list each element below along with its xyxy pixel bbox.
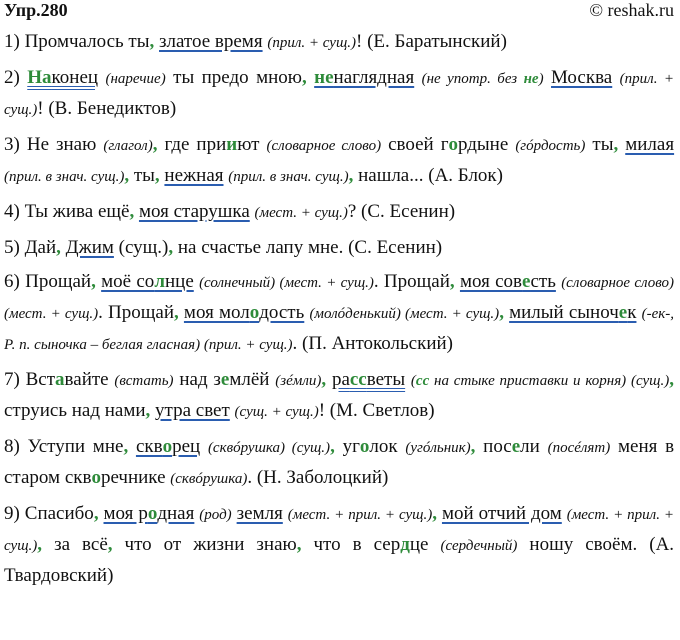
comma-mark: ,: [154, 165, 160, 186]
text: Промчалось ты: [24, 31, 150, 52]
word-underlined: [27, 67, 98, 88]
grammar-note: (мест. + прил. + сущ.): [287, 507, 433, 523]
item-number: 8): [4, 436, 20, 457]
site-credit: © reshak.ru: [589, 0, 674, 20]
comma-mark: ,: [168, 237, 174, 258]
note-part: на стыке приставки и корня) (сущ.): [434, 373, 670, 389]
sentence-9: [4, 499, 674, 590]
sentence-6: [4, 267, 674, 360]
note-part: (: [410, 373, 416, 389]
sentence-3: [4, 130, 674, 192]
grammar-note: (прил. в знач. сущ.): [4, 169, 125, 185]
word-part: милый сыноч: [509, 302, 619, 323]
highlighted-letter: е: [511, 436, 521, 457]
comma-mark: ,: [124, 165, 130, 186]
text: Прощай: [25, 271, 92, 292]
exercise-title: Упр.280: [4, 0, 68, 20]
highlighted-letter: и: [226, 134, 238, 155]
text: речнике: [100, 467, 166, 488]
grammar-note: (прил. + сущ.): [4, 71, 674, 118]
highlighted-letter: а: [55, 369, 65, 390]
grammar-note: (словарное слово): [266, 138, 382, 154]
item-number: 7): [4, 369, 20, 390]
text: . Прощай: [98, 302, 175, 323]
grammar-note: (словарное слово) (мест. + сущ.): [4, 275, 675, 322]
note-highlight: не: [523, 71, 539, 87]
grammar-note: (наречие): [105, 71, 166, 87]
text: (сущ.): [118, 237, 169, 258]
item-number: 3): [4, 134, 20, 155]
text: . (Н. Заболоцкий): [247, 467, 389, 488]
word-part: рец: [172, 436, 201, 457]
highlighted-letter: о: [147, 503, 158, 524]
grammar-note: (мест. + сущ.): [254, 205, 348, 221]
text: нашла... (А. Блок): [358, 165, 503, 186]
word-underlined: [314, 67, 414, 88]
text: Спасибо: [24, 503, 94, 524]
text: Ты жива ещё: [24, 201, 130, 222]
text: меня в старом скв: [4, 436, 675, 488]
text: ! (В. Бенедиктов): [37, 98, 177, 119]
comma-mark: ,: [296, 534, 302, 555]
highlighted-letter: о: [448, 134, 458, 155]
word-part: ра: [331, 369, 350, 390]
text: це: [409, 534, 429, 555]
text: . Прощай: [373, 271, 450, 292]
grammar-note: [411, 373, 669, 389]
text: за всё: [54, 534, 108, 555]
sentence-7: [4, 365, 674, 427]
comma-mark: ,: [56, 237, 61, 258]
highlighted-letter: е: [522, 271, 531, 292]
comma-mark: ,: [470, 436, 476, 457]
comma-mark: ,: [449, 271, 455, 292]
phrase-underlined: златое время: [159, 31, 263, 52]
item-number: 4): [4, 201, 20, 222]
text: ношу своём. (А. Твардовский): [4, 534, 675, 586]
text: ? (С. Есенин): [347, 201, 456, 222]
text: . (П. Антокольский): [292, 333, 453, 354]
phrase-underlined: мой отчий дом: [441, 503, 562, 524]
text: млёй: [229, 369, 270, 390]
word-part: скв: [135, 436, 163, 457]
item-number: 5): [4, 237, 20, 258]
highlighted-letters: На: [27, 67, 52, 88]
word-part: моя р: [103, 503, 148, 524]
text: уг: [342, 436, 360, 457]
highlighted-letters: сс: [349, 369, 367, 390]
text: Не знаю: [26, 134, 97, 155]
grammar-note: (-ек-, Р. п. сыночка – беглая гласная) (прил. + сущ.): [4, 306, 675, 353]
word-part: моя мол: [183, 302, 250, 323]
word-part: дость: [259, 302, 305, 323]
comma-mark: ,: [123, 436, 129, 457]
text: Уступи мне: [27, 436, 124, 457]
phrase-underlined: [184, 302, 304, 323]
comma-mark: ,: [107, 534, 113, 555]
grammar-note: (сердечный): [440, 538, 518, 554]
text: Дай: [24, 237, 57, 258]
text: ты: [592, 134, 614, 155]
comma-mark: ,: [129, 201, 135, 222]
phrase-underlined: утра свет: [155, 400, 230, 421]
comma-mark: ,: [432, 503, 438, 524]
phrase-underlined: [509, 302, 636, 323]
grammar-note: (прил. + сущ.): [267, 35, 357, 51]
text: что в сер: [313, 534, 401, 555]
header: [4, 0, 674, 20]
grammar-note: (мест. + прил. + сущ.): [4, 507, 675, 554]
grammar-note: (угóльник): [405, 440, 471, 456]
word-underlined: милая: [625, 134, 675, 155]
grammar-note: (сущ. + сущ.): [234, 404, 319, 420]
comma-mark: ,: [149, 31, 155, 52]
text: Вст: [25, 369, 56, 390]
phrase-underlined: моя старушка: [138, 201, 250, 222]
text: ют: [237, 134, 260, 155]
sentence-5: [4, 233, 674, 262]
comma-mark: ,: [93, 503, 99, 524]
highlighted-letter: л: [154, 271, 165, 292]
comma-mark: ,: [348, 165, 354, 186]
text: на счастье лапу мне. (С. Есенин): [177, 237, 443, 258]
word-part: веты: [366, 369, 406, 390]
highlighted-letter: д: [400, 534, 410, 555]
grammar-note: (посéлят): [547, 440, 611, 456]
grammar-note: (встать): [114, 373, 174, 389]
note-part: (не употр. без: [421, 71, 518, 87]
comma-mark: ,: [613, 134, 619, 155]
word-underlined: земля: [236, 503, 283, 524]
word-underlined: [332, 369, 405, 390]
word-underlined: Джим: [65, 237, 114, 258]
highlighted-letter: о: [359, 436, 370, 457]
highlighted-letter: о: [91, 467, 101, 488]
comma-mark: ,: [145, 400, 151, 421]
grammar-note: [422, 71, 544, 87]
word-part: к: [627, 302, 637, 323]
item-number: 9): [4, 503, 20, 524]
highlighted-letter: о: [249, 302, 260, 323]
grammar-note: (сквóрушка) (сущ.): [207, 440, 331, 456]
comma-mark: ,: [37, 534, 43, 555]
grammar-note: (зéмли): [275, 373, 322, 389]
phrase-underlined: [104, 503, 195, 524]
word-underlined: Москва: [551, 67, 613, 88]
text: ! (М. Светлов): [318, 400, 435, 421]
word-rest: наглядная: [333, 67, 415, 88]
sentence-8: [4, 432, 674, 494]
word-part: сть: [530, 271, 556, 292]
word-part: дная: [157, 503, 195, 524]
grammar-note: (сквóрушка): [170, 471, 248, 487]
word-underlined: [136, 436, 200, 457]
grammar-note: (гóрдость): [515, 138, 586, 154]
text: пос: [483, 436, 512, 457]
comma-mark: ,: [301, 67, 307, 88]
text: ли: [520, 436, 540, 457]
highlighted-letter: е: [618, 302, 628, 323]
comma-mark: ,: [669, 369, 674, 390]
text: ! (Е. Баратынский): [356, 31, 507, 52]
highlighted-letters: не: [314, 67, 334, 88]
phrase-underlined: [460, 271, 556, 292]
grammar-note: (молóденький) (мест. + сущ.): [309, 306, 500, 322]
text: ты предо мною: [173, 67, 302, 88]
grammar-note: (глагол): [103, 138, 153, 154]
grammar-note: (род): [199, 507, 232, 523]
word-underlined: нежная: [164, 165, 224, 186]
text: вайте: [64, 369, 109, 390]
word-rest: конец: [51, 67, 99, 88]
text: рдыне: [458, 134, 509, 155]
text: где при: [164, 134, 227, 155]
sentence-2: [4, 63, 674, 125]
comma-mark: ,: [321, 369, 327, 390]
grammar-note: (прил. в знач. сущ.): [228, 169, 349, 185]
item-number: 2): [4, 67, 20, 88]
comma-mark: ,: [330, 436, 335, 457]
sentence-1: [4, 27, 674, 58]
item-number: 1): [4, 31, 20, 52]
item-number: 6): [4, 271, 20, 292]
grammar-note: (солнечный) (мест. + сущ.): [199, 275, 374, 291]
word-part: моя сов: [459, 271, 523, 292]
sentence-4: [4, 197, 674, 228]
text: струись над нами: [4, 400, 146, 421]
comma-mark: ,: [499, 302, 504, 323]
word-part: нце: [164, 271, 194, 292]
word-part: моё со: [101, 271, 155, 292]
comma-mark: ,: [174, 302, 179, 323]
text: лок: [369, 436, 398, 457]
text: своей г: [388, 134, 449, 155]
comma-mark: ,: [152, 134, 158, 155]
highlighted-letter: о: [162, 436, 173, 457]
phrase-underlined: [101, 271, 194, 292]
comma-mark: ,: [91, 271, 96, 292]
highlighted-letter: е: [220, 369, 230, 390]
note-part: ): [538, 71, 544, 87]
note-highlight: сс: [415, 373, 430, 389]
text: что от жизни знаю: [124, 534, 297, 555]
text: ты: [133, 165, 155, 186]
text: над з: [179, 369, 221, 390]
